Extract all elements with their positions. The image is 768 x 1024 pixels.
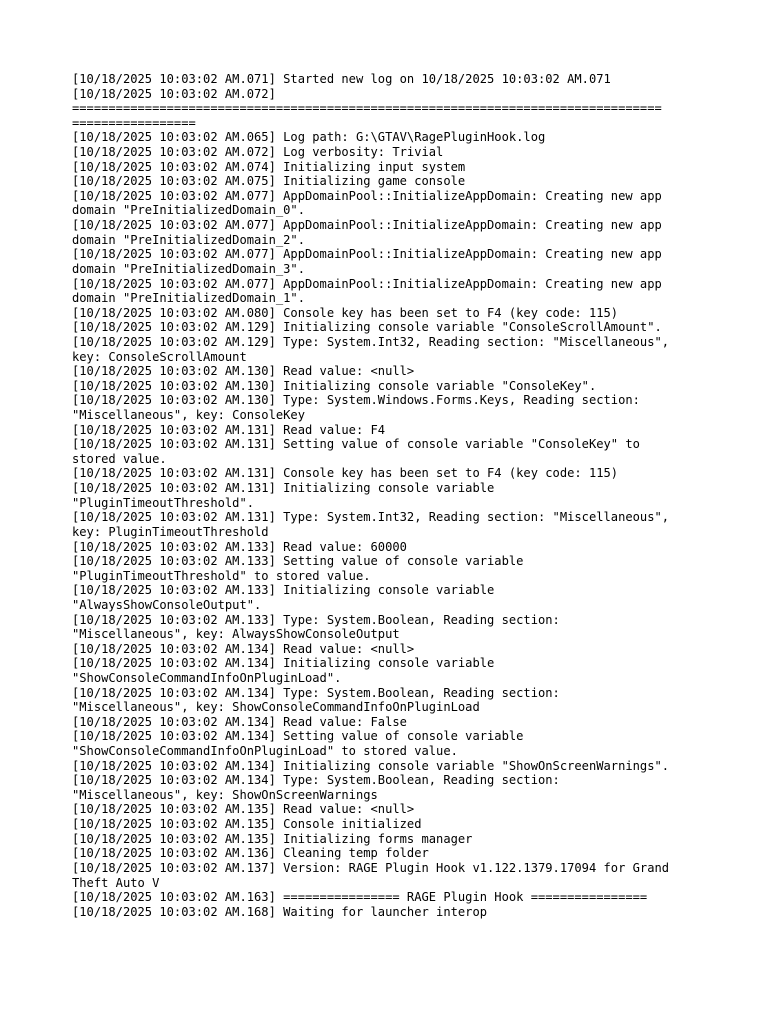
log-line: "ShowConsoleCommandInfoOnPluginLoad" to stored value. <box>72 744 458 759</box>
log-line: [10/18/2025 10:03:02 AM.131] Console key has been set to F4 (key code: 115) <box>72 466 619 481</box>
log-line: domain "PreInitializedDomain_2". <box>72 232 305 247</box>
log-line: [10/18/2025 10:03:02 AM.077] AppDomainPool::InitializeAppDomain: Creating new app <box>72 218 662 233</box>
log-line: Theft Auto V <box>72 875 160 890</box>
log-line: [10/18/2025 10:03:02 AM.135] Console initialized <box>72 817 422 832</box>
log-line: ================================================================================= <box>72 101 662 116</box>
log-line: [10/18/2025 10:03:02 AM.163] ================ RAGE Plugin Hook ================ <box>72 890 648 905</box>
log-line: [10/18/2025 10:03:02 AM.133] Initializing console variable <box>72 583 495 598</box>
log-line: domain "PreInitializedDomain_0". <box>72 203 305 218</box>
log-line: [10/18/2025 10:03:02 AM.131] Setting value of console variable "ConsoleKey" to <box>72 437 640 452</box>
log-line: [10/18/2025 10:03:02 AM.134] Type: System.Boolean, Reading section: <box>72 773 560 788</box>
log-text <box>72 72 712 919</box>
log-line: [10/18/2025 10:03:02 AM.134] Type: System.Boolean, Reading section: <box>72 685 560 700</box>
log-line: [10/18/2025 10:03:02 AM.135] Read value: <null> <box>72 802 415 817</box>
log-line: [10/18/2025 10:03:02 AM.134] Read value: False <box>72 714 407 729</box>
log-line: key: PluginTimeoutThreshold <box>72 524 269 539</box>
log-line: "Miscellaneous", key: AlwaysShowConsoleOutput <box>72 627 400 642</box>
document-page <box>72 72 712 919</box>
log-line: [10/18/2025 10:03:02 AM.134] Initializing console variable "ShowOnScreenWarnings". <box>72 758 670 773</box>
log-line: [10/18/2025 10:03:02 AM.168] Waiting for launcher interop <box>72 904 488 919</box>
log-line: ================= <box>72 115 196 130</box>
log-line: stored value. <box>72 451 167 466</box>
log-line: [10/18/2025 10:03:02 AM.129] Initializing console variable "ConsoleScrollAmount". <box>72 320 662 335</box>
log-line: [10/18/2025 10:03:02 AM.134] Initializing console variable <box>72 656 495 671</box>
log-line: [10/18/2025 10:03:02 AM.075] Initializing game console <box>72 174 466 189</box>
log-line: [10/18/2025 10:03:02 AM.133] Read value: 60000 <box>72 539 407 554</box>
log-line: [10/18/2025 10:03:02 AM.131] Type: System.Int32, Reading section: "Miscellaneous", <box>72 510 670 525</box>
log-line: [10/18/2025 10:03:02 AM.133] Setting value of console variable <box>72 554 524 569</box>
log-line: domain "PreInitializedDomain_1". <box>72 291 305 306</box>
log-line: [10/18/2025 10:03:02 AM.133] Type: System.Boolean, Reading section: <box>72 612 560 627</box>
log-line: [10/18/2025 10:03:02 AM.134] Read value: <null> <box>72 641 415 656</box>
log-line: "Miscellaneous", key: ShowOnScreenWarnings <box>72 787 378 802</box>
log-line: [10/18/2025 10:03:02 AM.072] Log verbosity: Trivial <box>72 145 444 160</box>
log-line: "Miscellaneous", key: ShowConsoleCommandInfoOnPluginLoad <box>72 700 480 715</box>
log-line: [10/18/2025 10:03:02 AM.080] Console key has been set to F4 (key code: 115) <box>72 305 619 320</box>
log-line: [10/18/2025 10:03:02 AM.130] Type: System.Windows.Forms.Keys, Reading section: <box>72 393 640 408</box>
log-line: [10/18/2025 10:03:02 AM.135] Initializing forms manager <box>72 831 473 846</box>
log-line: [10/18/2025 10:03:02 AM.077] AppDomainPool::InitializeAppDomain: Creating new app <box>72 188 662 203</box>
log-line: [10/18/2025 10:03:02 AM.136] Cleaning temp folder <box>72 846 429 861</box>
log-line: "PluginTimeoutThreshold". <box>72 495 255 510</box>
log-line: "AlwaysShowConsoleOutput". <box>72 597 262 612</box>
log-line: key: ConsoleScrollAmount <box>72 349 247 364</box>
log-line: [10/18/2025 10:03:02 AM.130] Read value: <null> <box>72 364 415 379</box>
log-line: [10/18/2025 10:03:02 AM.129] Type: System.Int32, Reading section: "Miscellaneous", <box>72 334 670 349</box>
log-line: "ShowConsoleCommandInfoOnPluginLoad". <box>72 670 342 685</box>
log-line: [10/18/2025 10:03:02 AM.074] Initializing input system <box>72 159 466 174</box>
log-line: [10/18/2025 10:03:02 AM.131] Read value: F4 <box>72 422 386 437</box>
log-line: [10/18/2025 10:03:02 AM.077] AppDomainPool::InitializeAppDomain: Creating new app <box>72 276 662 291</box>
log-line: "Miscellaneous", key: ConsoleKey <box>72 408 305 423</box>
log-line: [10/18/2025 10:03:02 AM.071] Started new log on 10/18/2025 10:03:02 AM.071 <box>72 72 611 86</box>
log-line: [10/18/2025 10:03:02 AM.072] <box>72 86 276 101</box>
log-line: "PluginTimeoutThreshold" to stored value. <box>72 568 371 583</box>
log-line: domain "PreInitializedDomain_3". <box>72 261 305 276</box>
log-line: [10/18/2025 10:03:02 AM.065] Log path: G:\GTAV\RagePluginHook.log <box>72 130 546 145</box>
log-line: [10/18/2025 10:03:02 AM.077] AppDomainPool::InitializeAppDomain: Creating new app <box>72 247 662 262</box>
log-line: [10/18/2025 10:03:02 AM.137] Version: RAGE Plugin Hook v1.122.1379.17094 for Grand <box>72 860 670 875</box>
log-line: [10/18/2025 10:03:02 AM.131] Initializing console variable <box>72 481 495 496</box>
log-line: [10/18/2025 10:03:02 AM.134] Setting value of console variable <box>72 729 524 744</box>
log-line: [10/18/2025 10:03:02 AM.130] Initializing console variable "ConsoleKey". <box>72 378 597 393</box>
